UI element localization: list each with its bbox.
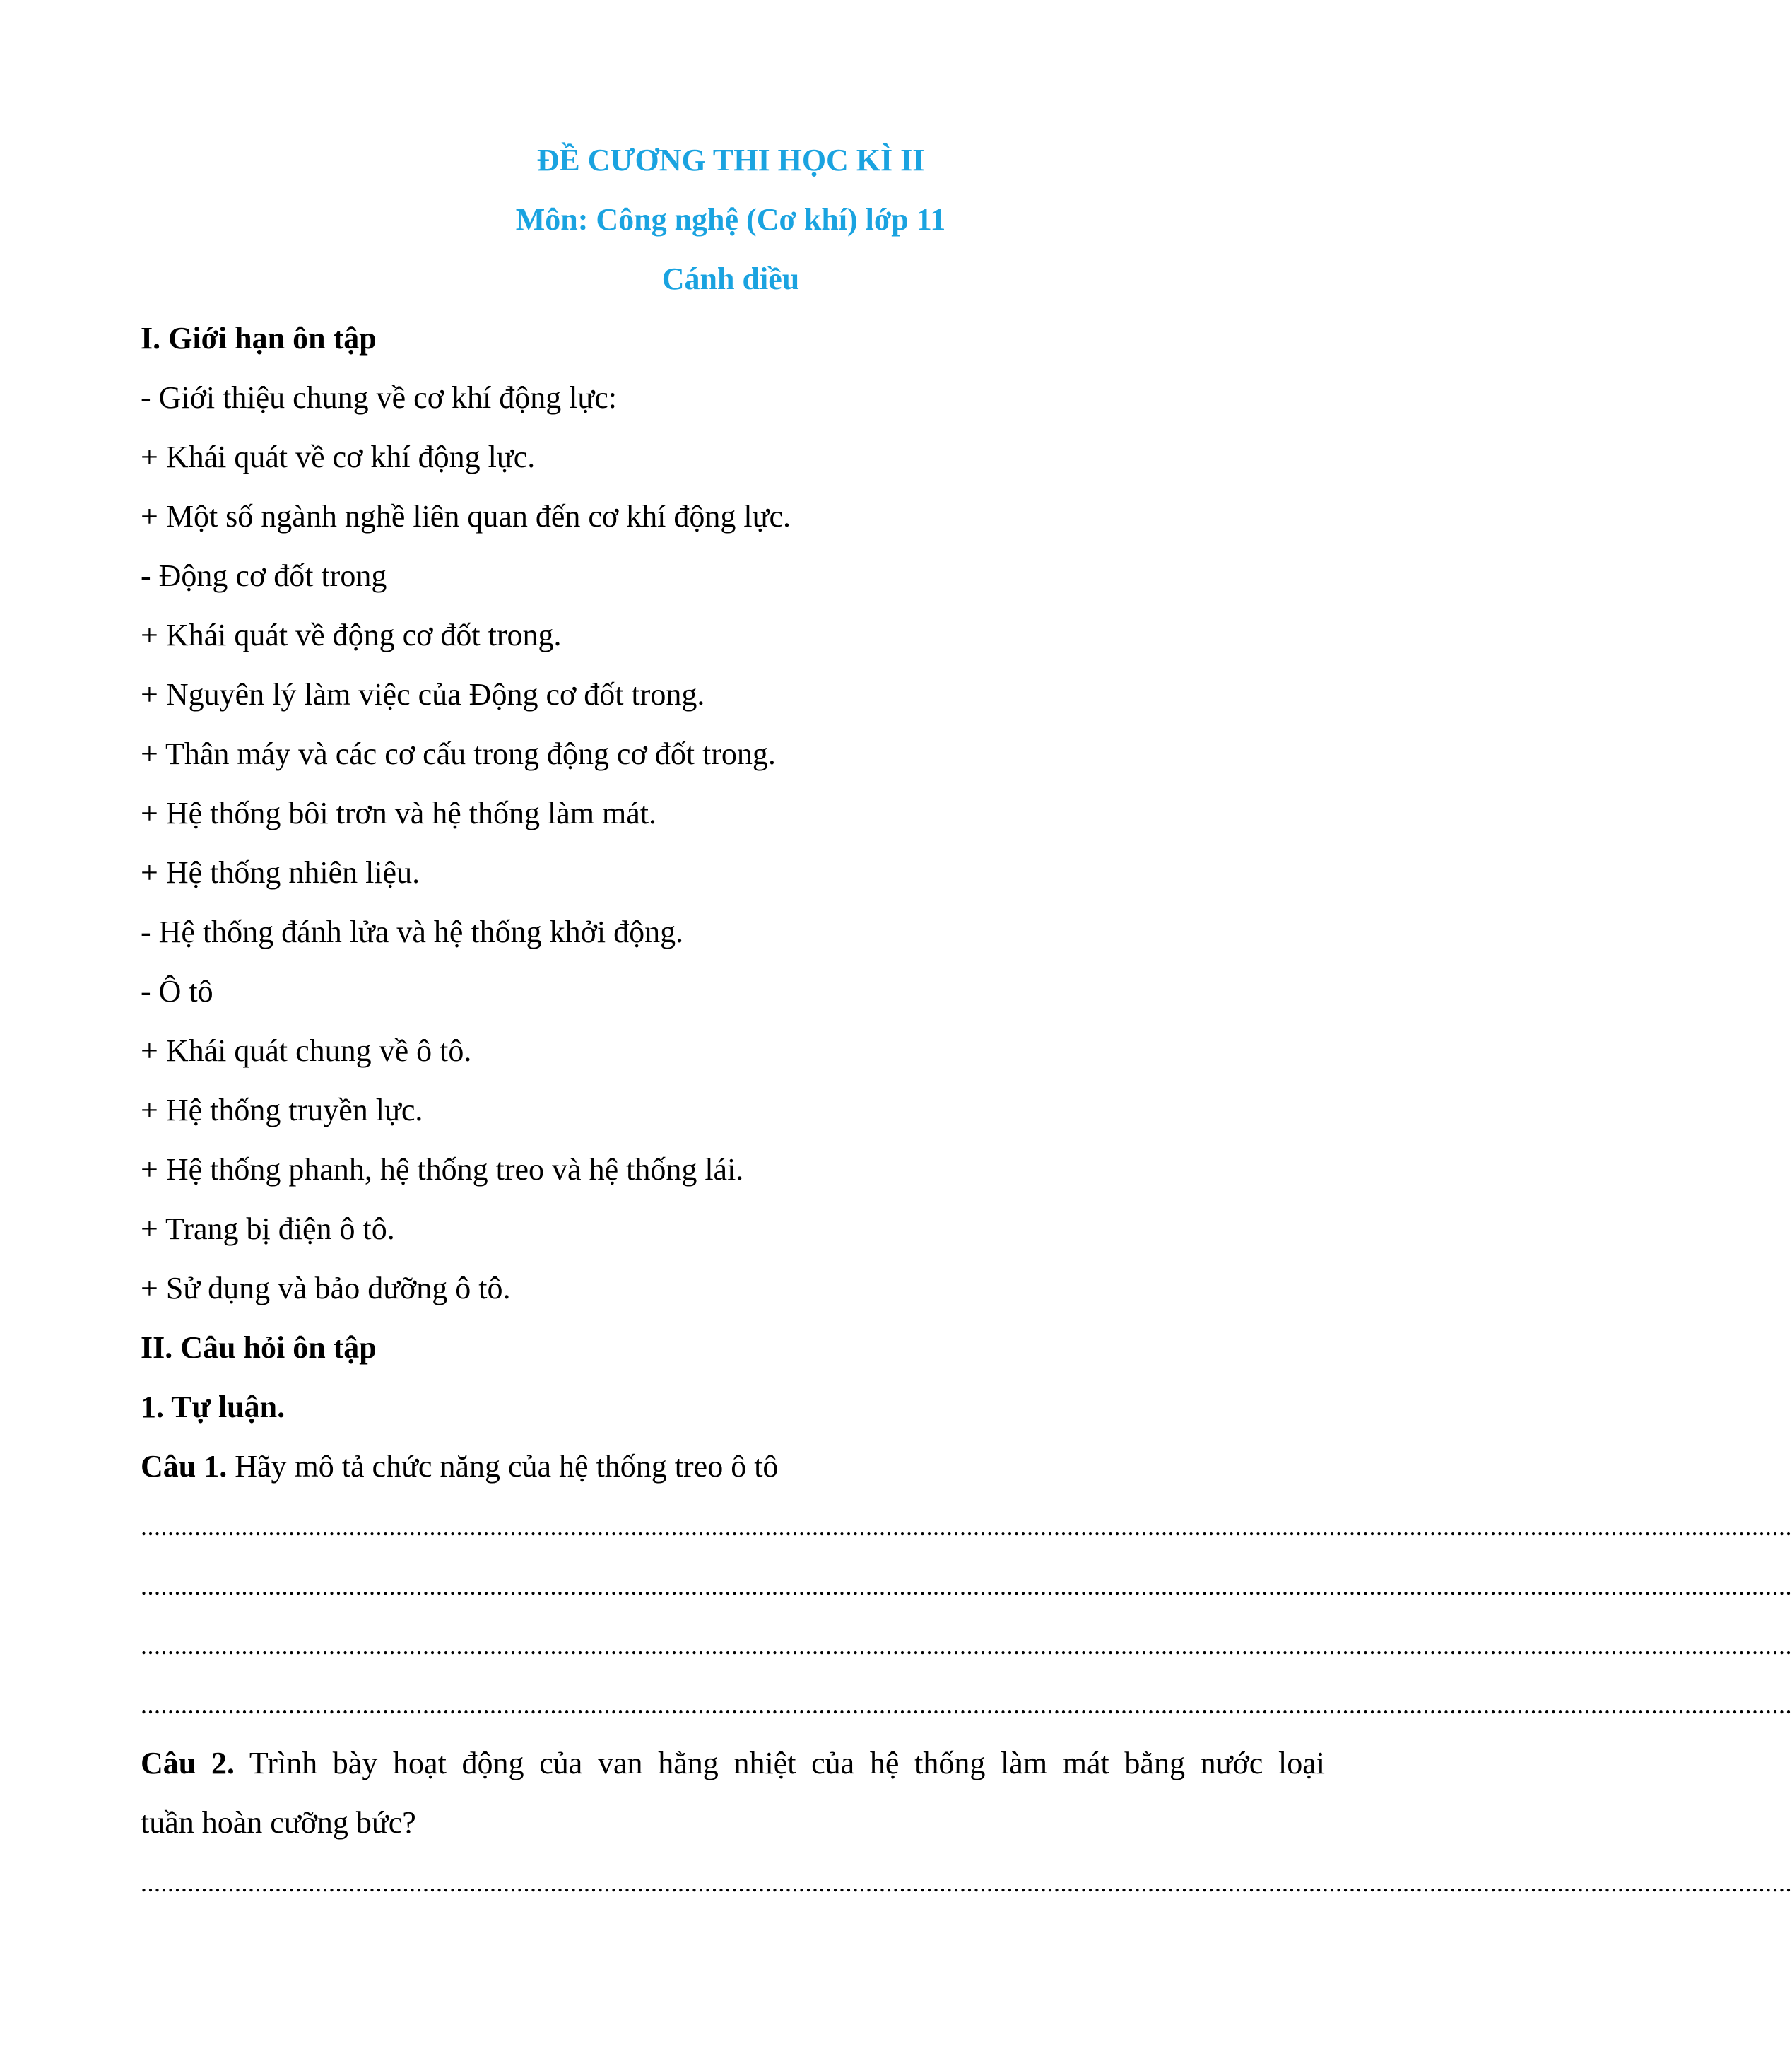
question-1-label: Câu 1.	[141, 1449, 228, 1484]
section-heading-scope: I. Giới hạn ôn tập	[141, 321, 377, 356]
scope-item: - Ô tô	[141, 974, 213, 1009]
scope-item: - Động cơ đốt trong	[141, 558, 387, 593]
series-title: Cánh diều	[661, 262, 800, 296]
section-heading-questions: II. Câu hỏi ôn tập	[141, 1330, 377, 1365]
answer-line: ......................................................................................................................................................................................................................................................	[141, 1869, 1792, 1897]
scope-item: + Khái quát về động cơ đốt trong.	[141, 618, 562, 652]
scope-item: + Nguyên lý làm việc của Động cơ đốt trong.	[141, 677, 705, 712]
scope-item: + Hệ thống bôi trơn và hệ thống làm mát.	[141, 796, 656, 830]
answer-line: ......................................................................................................................................................................................................................................................	[141, 1631, 1792, 1660]
scope-item: + Trang bị điện ô tô.	[141, 1211, 395, 1246]
question-2	[141, 1744, 1325, 1783]
document-title: ĐỀ CƯƠNG THI HỌC KÌ II	[536, 143, 925, 177]
question-1	[141, 1447, 778, 1486]
subheading-essay: 1. Tự luận.	[141, 1390, 285, 1424]
scope-item: + Hệ thống nhiên liệu.	[141, 855, 420, 890]
answer-line: ......................................................................................................................................................................................................................................................	[141, 1513, 1792, 1541]
question-2-label: Câu 2.	[141, 1746, 235, 1780]
question-2-text: Trình bày hoạt động của van hằng nhiệt của hệ thống làm mát bằng nước loại	[234, 1746, 1326, 1780]
scope-item: + Sử dụng và bảo dưỡng ô tô.	[141, 1271, 511, 1305]
scope-item: - Hệ thống đánh lửa và hệ thống khởi động.	[141, 915, 684, 949]
answer-line: ......................................................................................................................................................................................................................................................	[141, 1572, 1792, 1600]
answer-line: ......................................................................................................................................................................................................................................................	[141, 1691, 1792, 1719]
scope-item: + Một số ngành nghề liên quan đến cơ khí động lực.	[141, 499, 791, 534]
question-1-text: Hãy mô tả chức năng của hệ thống treo ô tô	[227, 1449, 779, 1484]
subject-title: Môn: Công nghệ (Cơ khí) lớp 11	[515, 202, 946, 237]
scope-item: - Giới thiệu chung về cơ khí động lực:	[141, 380, 618, 415]
scope-item: + Khái quát chung về ô tô.	[141, 1033, 472, 1068]
scope-item: + Khái quát về cơ khí động lực.	[141, 440, 536, 474]
question-2-continuation: tuần hoàn cưỡng bức?	[141, 1805, 416, 1840]
scope-item: + Thân máy và các cơ cấu trong động cơ đốt trong.	[141, 736, 776, 771]
scope-item: + Hệ thống phanh, hệ thống treo và hệ thống lái.	[141, 1152, 744, 1187]
scope-item: + Hệ thống truyền lực.	[141, 1093, 423, 1127]
